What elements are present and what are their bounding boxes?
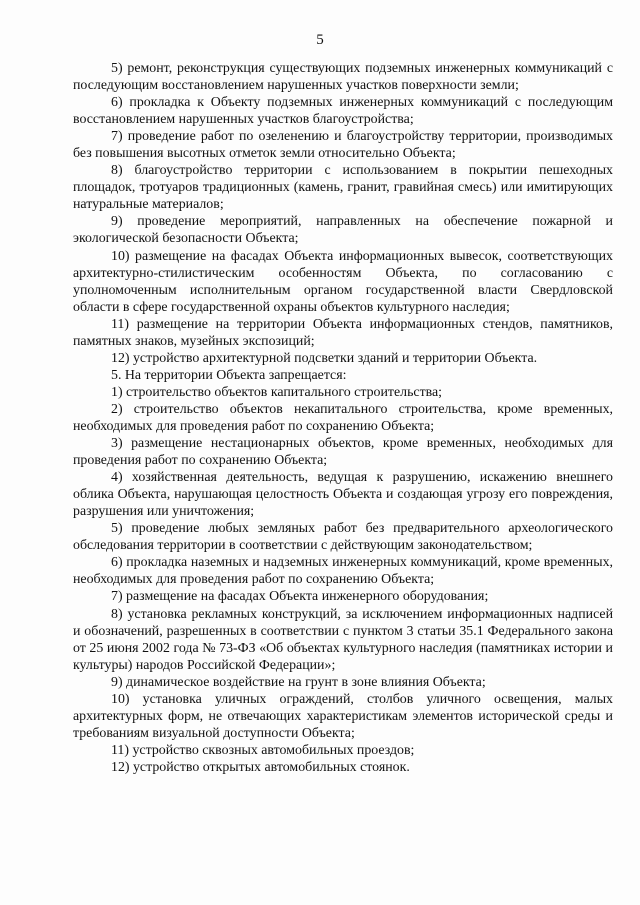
paragraph: 5) ремонт, реконструкция существующих подземных инженерных коммуникаций с последующим восстановлением нарушенных участков поверхности земли; bbox=[73, 61, 613, 94]
paragraph: 12) устройство открытых автомобильных стоянок. bbox=[111, 759, 410, 775]
section-heading: 5. На территории Объекта запрещается: bbox=[111, 367, 347, 383]
paragraph: 2) строительство объектов некапитального строительства, кроме временных, необходимых для проведения работ по сохранению Объекта; bbox=[73, 401, 613, 434]
paragraph: 3) размещение нестационарных объектов, кроме временных, необходимых для проведения работ по сохранению Объекта; bbox=[73, 436, 613, 469]
paragraph: 12) устройство архитектурной подсветки зданий и территории Объекта. bbox=[111, 350, 538, 366]
paragraph: 9) динамическое воздействие на грунт в зоне влияния Объекта; bbox=[111, 674, 486, 690]
paragraph: 1) строительство объектов капитального строительства; bbox=[111, 384, 443, 400]
paragraph: 7) проведение работ по озеленению и благоустройству территории, производимых без повышения высотных отметок земли относительно Объекта; bbox=[73, 129, 613, 162]
paragraph: 4) хозяйственная деятельность, ведущая к разрушению, искажению внешнего облика Объекта, нарушающая целостность Объекта и создающая угрозу его повреждения, разрушения или уничтожения; bbox=[73, 470, 613, 520]
paragraph: 8) установка рекламных конструкций, за исключением информационных надписей и обозначений, разрешенных в соответствии с пунктом 3 статьи 35.1 Федерального закона от 25 июня 2002 года № 73-ФЗ «Об объектах культурного наследия (памятниках истории и культуры) народов Российской Федерации»; bbox=[73, 606, 613, 673]
document-body bbox=[73, 60, 613, 776]
paragraph: 9) проведение мероприятий, направленных на обеспечение пожарной и экологической безопасности Объекта; bbox=[73, 214, 613, 247]
paragraph: 5) проведение любых земляных работ без предварительного археологического обследования территории в соответствии с действующим законодательством; bbox=[73, 521, 613, 554]
paragraph: 11) размещение на территории Объекта информационных стендов, памятников, памятных знаков, музейных экспозиций; bbox=[73, 316, 613, 349]
paragraph: 8) благоустройство территории с использованием в покрытии пешеходных площадок, тротуаров традиционных (камень, гранит, гравийная смесь) или имитирующих натуральные материалов; bbox=[73, 163, 613, 213]
paragraph: 6) прокладка наземных и надземных инженерных коммуникаций, кроме временных, необходимых для проведения работ по сохранению Объекта; bbox=[73, 555, 613, 588]
paragraph: 6) прокладка к Объекту подземных инженерных коммуникаций с последующим восстановлением нарушенных участков благоустройства; bbox=[73, 95, 613, 128]
paragraph: 7) размещение на фасадах Объекта инженерного оборудования; bbox=[111, 589, 489, 605]
paragraph: 11) устройство сквозных автомобильных проездов; bbox=[111, 742, 415, 758]
paragraph: 10) размещение на фасадах Объекта информационных вывесок, соответствующих архитектурно-стилистическим особенностям Объекта, по согласованию с уполномоченным исполнительным органом государственной власти Свердловской области в сфере государственной охраны объектов культурного наследия; bbox=[73, 248, 613, 315]
paragraph: 10) установка уличных ограждений, столбов уличного освещения, малых архитектурных форм, не отвечающих характеристикам элементов исторической среды и требованиям визуальной доступности Объекта; bbox=[73, 691, 613, 741]
page-number: 5 bbox=[316, 32, 324, 48]
